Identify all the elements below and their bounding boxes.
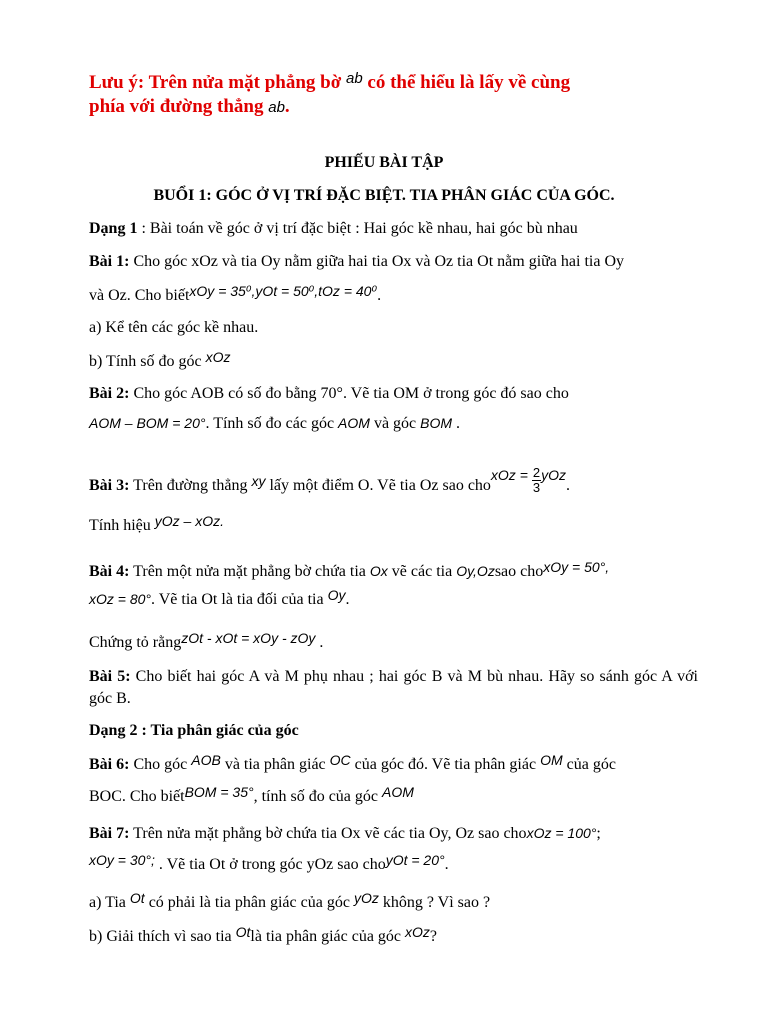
math-ab: ab [268, 99, 285, 116]
exercise-text: , tính số đo của góc [253, 788, 382, 805]
exercise-text: . [345, 591, 350, 608]
math-expression: yOz [353, 890, 379, 906]
fraction-denominator: 3 [532, 480, 541, 495]
exercise-2 [89, 383, 698, 405]
exercise-text: và Oz. Cho biết [89, 287, 190, 304]
exercise-1-part-a: a) Kể tên các góc kề nhau. [89, 319, 259, 336]
exercise-label: Bài 1: [89, 253, 130, 270]
note-text: có thể hiểu là lấy về cùng [362, 72, 571, 93]
math-expression: xOy = 35⁰,yOt = 50⁰,tOz = 40⁰ [189, 283, 378, 299]
exercise-label: Bài 5: [89, 668, 131, 685]
math-expression: yOt = 20° [385, 852, 445, 868]
section-dang-1 [89, 218, 698, 240]
exercise-text: . [377, 287, 382, 304]
exercise-6 [89, 753, 698, 776]
exercise-text: của góc đó. Vẽ tia phân giác [350, 756, 541, 773]
exercise-3 [89, 465, 698, 501]
math-expression: AOM [382, 784, 414, 800]
page-title: PHIẾU BÀI TẬP [324, 154, 444, 171]
exercise-text: a) Tia [89, 894, 130, 911]
exercise-text: và góc [369, 415, 421, 432]
note-line-1 [89, 71, 698, 96]
exercise-text: vẽ các tia [387, 563, 457, 580]
exercise-text: . [444, 856, 449, 873]
note-text: phía với đường thẳng [89, 96, 269, 117]
exercise-label: Bài 2: [89, 385, 130, 402]
math-expression: AOB [191, 752, 221, 768]
math-expression: Oy,Oz [456, 563, 495, 579]
exercise-text: ? [429, 928, 438, 945]
math-expression: Ot [235, 924, 251, 940]
exercise-3-line-2 [89, 514, 698, 537]
math-expression: OM [540, 752, 563, 768]
section-label: Dạng 1 [89, 220, 138, 237]
fraction-numerator: 2 [532, 465, 541, 480]
math-expression: xOz = 100° [526, 825, 597, 841]
note-line-2 [89, 95, 698, 120]
math-expression: AOM [338, 415, 370, 431]
math-expression: yOz [541, 467, 567, 484]
math-expression: xOy = 30°; [89, 852, 155, 868]
exercise-text: không ? Vì sao ? [378, 894, 491, 911]
exercise-text: Cho góc xOz và tia Oy nằm giữa hai tia Ox và Oz tia Ot nằm giữa hai tia Oy [129, 253, 624, 270]
exercise-text: Chứng tỏ rằng [89, 634, 182, 651]
exercise-4 [89, 560, 698, 583]
exercise-text: Cho góc [129, 756, 192, 773]
section-text: : Bài toán về góc ở vị trí đặc biệt : Hai góc kề nhau, hai góc bù nhau [137, 220, 578, 237]
exercise-text: sao cho [494, 563, 544, 580]
exercise-7-line-2 [89, 853, 698, 876]
exercise-label: Bài 7: [89, 825, 130, 842]
math-expression: Oy [327, 587, 346, 603]
section-dang-2: Dạng 2 : Tia phân giác của góc [89, 722, 299, 739]
math-expression: xOz = 80° [89, 591, 152, 607]
exercise-text: . [452, 415, 461, 432]
exercise-5 [89, 666, 698, 710]
exercise-text: của góc [562, 756, 616, 773]
exercise-6-line-2 [89, 785, 698, 808]
exercise-2-line-2 [89, 412, 698, 435]
exercise-1-line-2 [89, 284, 698, 307]
exercise-text: Cho góc AOB có số đo bằng 70°. Vẽ tia OM ở trong góc đó sao cho [129, 385, 569, 402]
exercise-text: . Vẽ tia Ot ở trong góc yOz sao cho [154, 856, 386, 873]
exercise-text: Trên một nửa mặt phẳng bờ chứa tia [129, 563, 370, 580]
exercise-label: Bài 3: [89, 477, 130, 495]
exercise-text: Trên nửa mặt phẳng bờ chứa tia Ox vẽ các tia Oy, Oz sao cho [129, 825, 527, 842]
exercise-text: là tia phân giác của góc [250, 928, 406, 945]
math-expression: BOM = 35° [184, 784, 254, 800]
math-ab: ab [345, 70, 363, 87]
exercise-text: Cho biết hai góc A và M phụ nhau ; hai góc B và M bù nhau. Hãy so sánh góc A với góc B. [89, 668, 698, 707]
math-expression: xOz [405, 924, 430, 940]
exercise-text: BOC. Cho biết [89, 788, 185, 805]
exercise-text: b) Tính số đo góc [89, 353, 206, 370]
math-expression: Ox [369, 563, 388, 579]
exercise-text: lấy một điểm O. Vẽ tia Oz sao cho [265, 477, 491, 495]
exercise-text: b) Giải thích vì sao tia [89, 928, 236, 945]
exercise-text: và tia phân giác [220, 756, 330, 773]
exercise-7 [89, 822, 698, 845]
math-expression: xOz [205, 349, 231, 365]
math-expression: xy [251, 473, 266, 490]
page-subtitle: BUỔI 1: GÓC Ở VỊ TRÍ ĐẶC BIỆT. TIA PHÂN GIÁC CỦA GÓC. [153, 187, 615, 204]
exercise-label: Bài 6: [89, 756, 130, 773]
exercise-text: có phải là tia phân giác của góc [144, 894, 354, 911]
exercise-4-line-3 [89, 631, 698, 654]
exercise-1 [89, 251, 698, 273]
math-expression: xOz = [490, 467, 528, 484]
exercise-label: Bài 4: [89, 563, 130, 580]
math-expression: zOt - xOt = xOy - zOy [181, 630, 316, 646]
math-expression: xOy = 50°, [543, 559, 610, 575]
exercise-text: ; [596, 825, 601, 842]
exercise-4-line-2 [89, 588, 698, 611]
exercise-text: . [315, 634, 324, 651]
exercise-text: Trên đường thẳng [129, 477, 252, 495]
math-expression: yOz – xOz. [154, 513, 224, 529]
exercise-1-part-b [89, 350, 698, 373]
math-expression: BOM [420, 415, 453, 431]
math-expression: AOM – BOM = 20° [89, 415, 206, 431]
math-expression: OC [329, 752, 351, 768]
exercise-text: . [566, 477, 571, 495]
exercise-text: . Tính số đo các góc [205, 415, 339, 432]
note-text: Lưu ý: Trên nửa mặt phẳng bờ [89, 72, 346, 93]
fraction-two-thirds [532, 466, 541, 495]
exercise-text: . Vẽ tia Ot là tia đối của tia [151, 591, 328, 608]
exercise-7-part-a [89, 891, 698, 914]
exercise-7-part-b [89, 925, 698, 948]
exercise-text: Tính hiệu [89, 517, 155, 534]
math-expression: Ot [129, 890, 145, 906]
note-text: . [284, 96, 290, 117]
